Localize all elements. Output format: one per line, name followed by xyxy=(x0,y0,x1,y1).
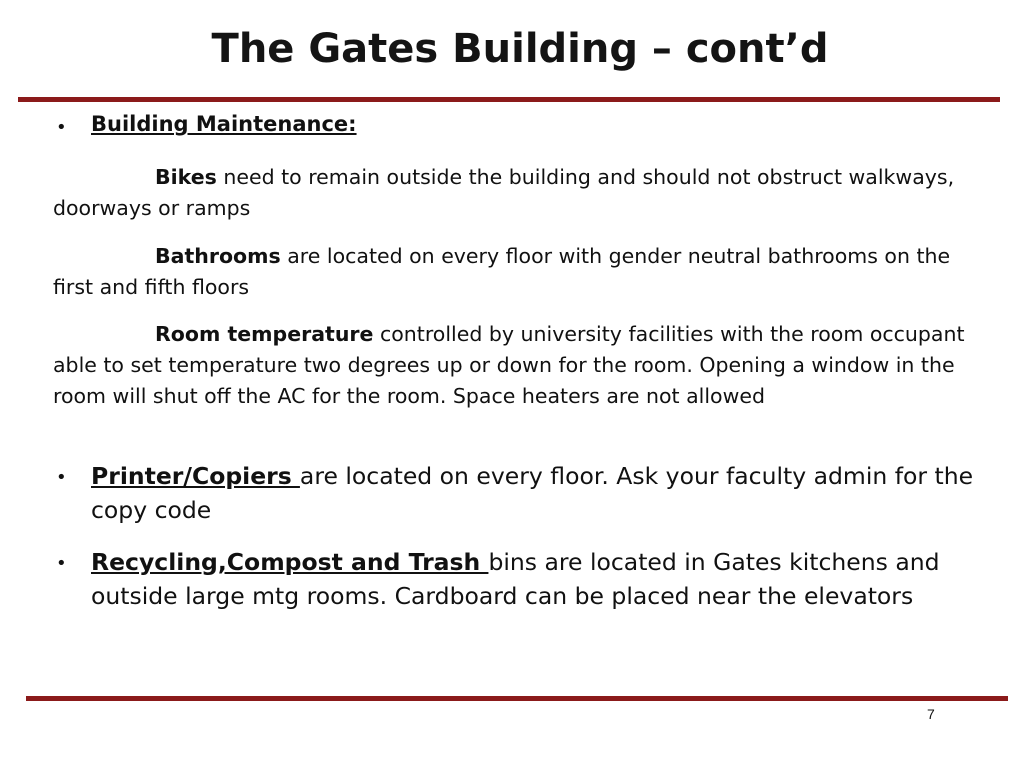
maintenance-bikes xyxy=(53,162,993,224)
bullet-maintenance: • xyxy=(56,117,67,138)
bathrooms-lead: Bathrooms xyxy=(155,244,281,268)
printers-text: are located on every floor. Ask your faculty admin for the copy code xyxy=(91,462,974,524)
maintenance-heading: Building Maintenance: xyxy=(91,112,357,136)
printers-lead: Printer/Copiers xyxy=(91,462,300,490)
recycling-text: bins are located in Gates kitchens and outside large mtg rooms. Cardboard can be placed near the elevators xyxy=(91,548,940,610)
printers-item xyxy=(91,459,991,527)
temperature-text: controlled by university facilities with the room occupant able to set temperature two degrees up or down for the room. Opening a window in the room will shut off the AC for the room. Space heaters are not allowed xyxy=(53,322,965,408)
maintenance-bathrooms xyxy=(53,241,993,303)
slide-title: The Gates Building – cont’d xyxy=(211,26,829,72)
bathrooms-text: are located on every floor with gender neutral bathrooms on the first and fifth floors xyxy=(53,244,951,299)
page-number: 7 xyxy=(927,706,935,722)
temperature-lead: Room temperature xyxy=(155,322,374,346)
recycling-item xyxy=(91,545,991,613)
maintenance-temperature xyxy=(53,319,993,412)
bullet-printers: • xyxy=(56,467,67,488)
recycling-lead: Recycling,Compost and Trash xyxy=(91,548,489,576)
bottom-divider xyxy=(26,696,1008,701)
bikes-text: need to remain outside the building and should not obstruct walkways, doorways or ramps xyxy=(53,165,955,220)
bikes-lead: Bikes xyxy=(155,165,217,189)
bullet-recycling: • xyxy=(56,553,67,574)
top-divider xyxy=(18,97,1000,102)
